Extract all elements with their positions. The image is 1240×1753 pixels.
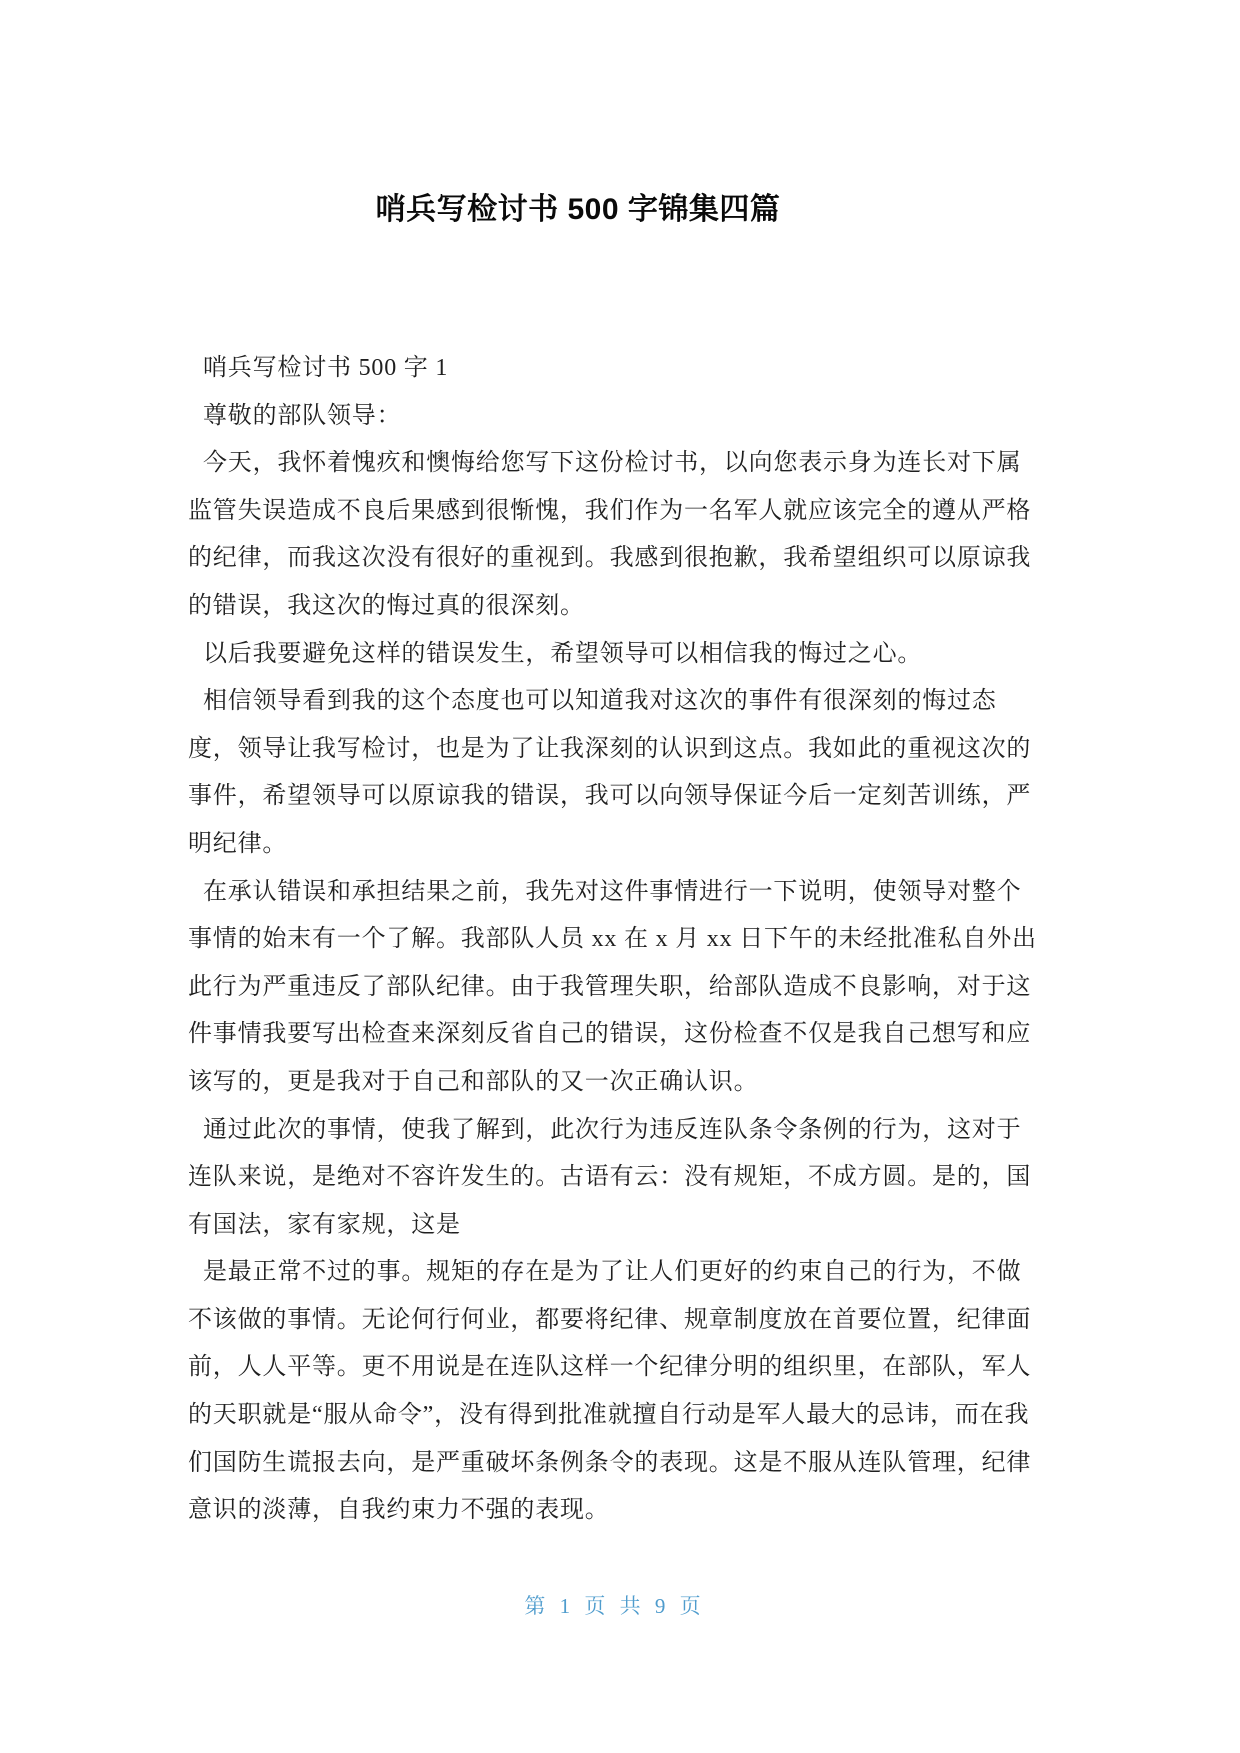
text-line: 意识的淡薄，自我约束力不强的表现。 xyxy=(188,1497,610,1524)
text-line: 在承认错误和承担结果之前，我先对这件事情进行一下说明，使领导对整个 xyxy=(203,878,1022,905)
text-line: 此行为严重违反了部队纪律。由于我管理失职，给部队造成不良影响，对于这 xyxy=(188,973,1032,1000)
text-line: 是最正常不过的事。规矩的存在是为了让人们更好的约束自己的行为，不做 xyxy=(203,1259,1022,1286)
text-line: 连队来说，是绝对不容许发生的。古语有云：没有规矩，不成方圆。是的，国 xyxy=(188,1164,1032,1191)
text-line: 前，人人平等。更不用说是在连队这样一个纪律分明的组织里，在部队，军人 xyxy=(188,1354,1032,1381)
text-line: 通过此次的事情，使我了解到，此次行为违反连队条令条例的行为，这对于 xyxy=(203,1116,1022,1143)
text-line: 尊敬的部队领导： xyxy=(203,402,402,429)
page-footer xyxy=(0,1590,1226,1620)
text-line: 们国防生谎报去向，是严重破坏条例条令的表现。这是不服从连队管理，纪律 xyxy=(188,1449,1032,1476)
text-line: 今天，我怀着愧疚和懊悔给您写下这份检讨书，以向您表示身为连长对下属 xyxy=(203,450,1022,477)
text-line: 明纪律。 xyxy=(188,830,288,857)
text-line: 该写的，更是我对于自己和部队的又一次正确认识。 xyxy=(188,1068,759,1095)
text-line: 以后我要避免这样的错误发生，希望领导可以相信我的悔过之心。 xyxy=(203,640,923,667)
text-line: 事情的始末有一个了解。我部队人员 xx 在 x 月 xx 日下午的未经批准私自外出 xyxy=(188,926,1037,953)
document-title: 哨兵写检讨书 500 字锦集四篇 xyxy=(375,193,781,226)
document-body xyxy=(188,345,1088,1535)
text-line: 不该做的事情。无论何行何业，都要将纪律、规章制度放在首要位置，纪律面 xyxy=(188,1306,1032,1333)
text-line: 哨兵写检讨书 500 字 1 xyxy=(203,355,449,381)
text-line: 的纪律，而我这次没有很好的重视到。我感到很抱歉，我希望组织可以原谅我 xyxy=(188,545,1032,572)
text-line: 的错误，我这次的悔过真的很深刻。 xyxy=(188,592,585,619)
text-line: 事件，希望领导可以原谅我的错误，我可以向领导保证今后一定刻苦训练，严 xyxy=(188,783,1032,810)
text-line: 件事情我要写出检查来深刻反省自己的错误，这份检查不仅是我自己想写和应 xyxy=(188,1021,1032,1048)
text-line: 相信领导看到我的这个态度也可以知道我对这次的事件有很深刻的悔过态 xyxy=(203,688,997,715)
text-line: 的天职就是“服从命令”，没有得到批准就擅自行动是军人最大的忌讳，而在我 xyxy=(188,1402,1030,1429)
text-line: 度，领导让我写检讨，也是为了让我深刻的认识到这点。我如此的重视这次的 xyxy=(188,735,1032,762)
page-number-text: 第 1 页 共 9 页 xyxy=(524,1594,702,1618)
text-line: 有国法，家有家规，这是 xyxy=(188,1211,461,1238)
text-line: 监管失误造成不良后果感到很惭愧，我们作为一名军人就应该完全的遵从严格 xyxy=(188,497,1032,524)
